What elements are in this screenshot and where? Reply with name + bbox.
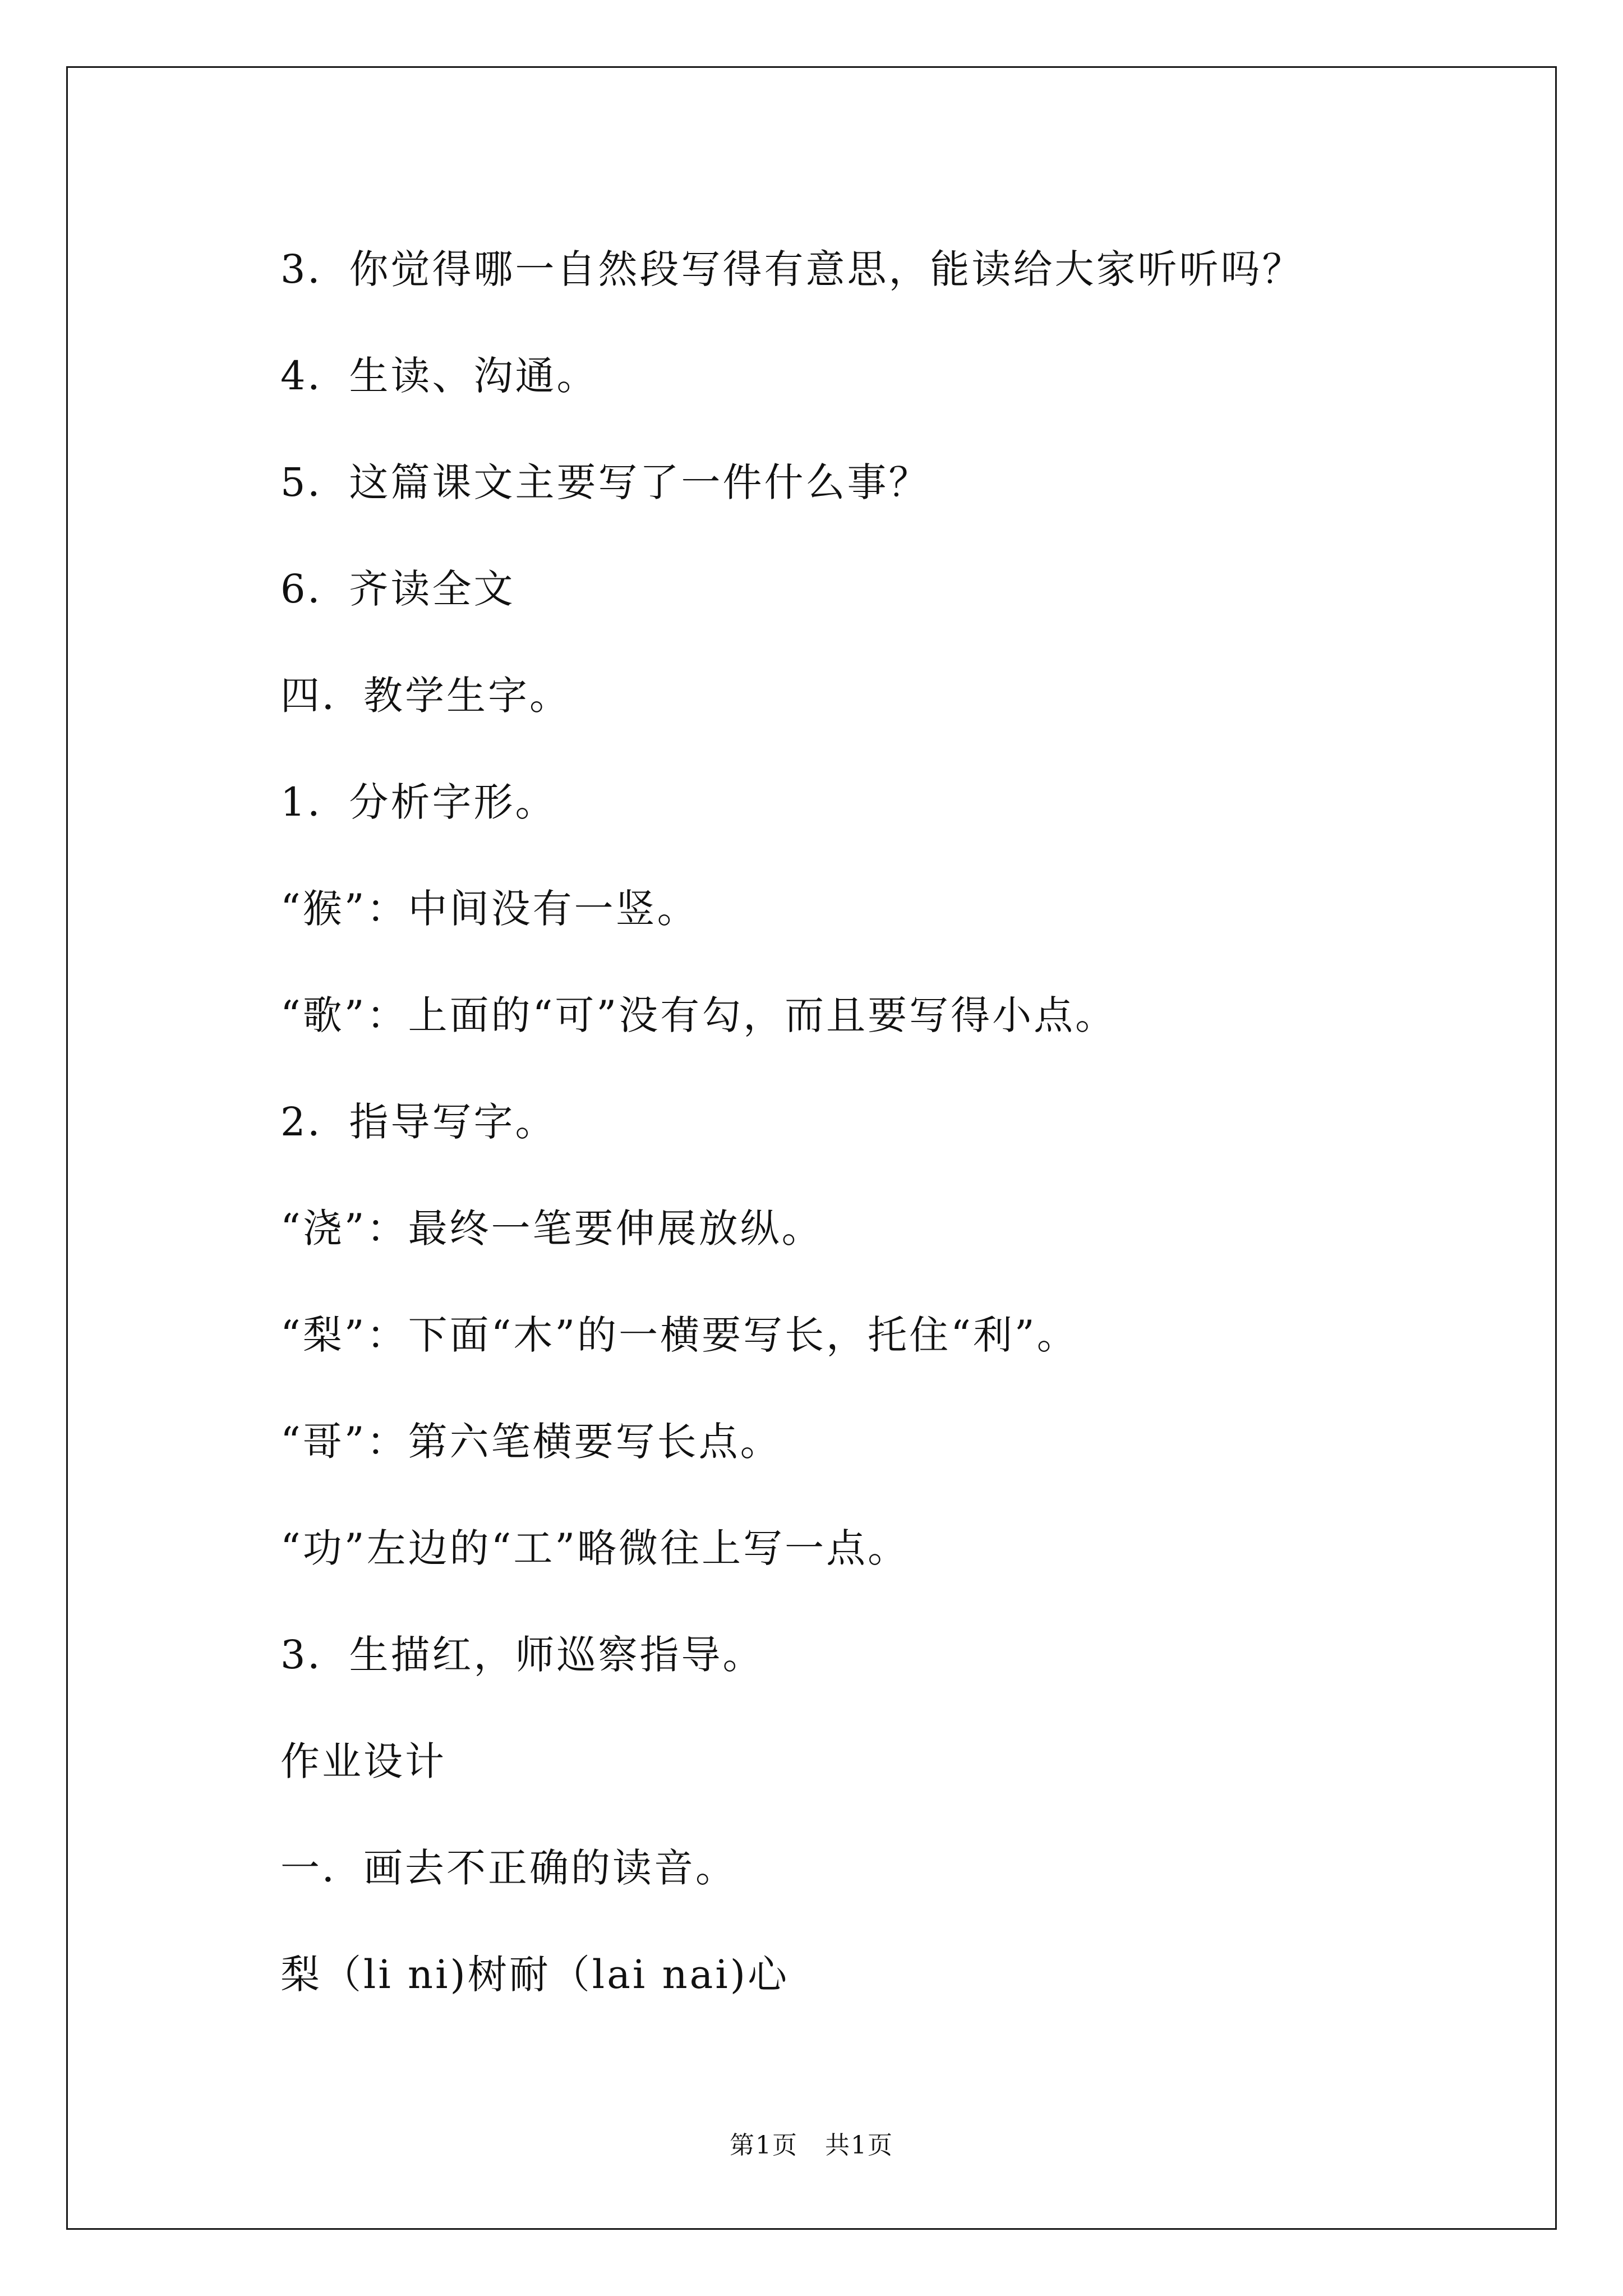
page-number-current: 第1页 [730, 2131, 798, 2160]
text-line: “猴”：中间没有一竖。 [280, 886, 699, 932]
page-footer [0, 2129, 1623, 2162]
page-number-total: 共1页 [825, 2131, 893, 2160]
text-line: 3．生描红，师巡察指导。 [280, 1632, 764, 1678]
text-line: 6．齐读全文 [280, 566, 515, 612]
text-line: “哥”：第六笔横要写长点。 [280, 1419, 782, 1465]
section-heading: 四．教学生字。 [280, 673, 571, 719]
text-line: “浇”：最终一笔要伸展放纵。 [280, 1205, 823, 1251]
document-body [280, 216, 1458, 2028]
text-line: “梨”：下面“木”的一横要写长，托住“利”。 [280, 1312, 1078, 1358]
text-line: 5．这篇课文主要写了一件什么事？ [280, 459, 930, 505]
section-heading: 作业设计 [280, 1738, 446, 1784]
text-line: “歌”：上面的“可”没有勾，而且要写得小点。 [280, 992, 1117, 1038]
text-line: “功”左边的“工”略微往上写一点。 [280, 1525, 910, 1571]
text-line: 3．你觉得哪一自然段写得有意思，能读给大家听听吗？ [280, 246, 1304, 292]
text-line: 梨（li ni)树耐（lai nai)心 [280, 1952, 790, 1998]
text-line: 1．分析字形。 [280, 779, 557, 825]
text-line: 一．画去不正确的读音。 [280, 1845, 737, 1891]
text-line: 2．指导写字。 [280, 1099, 557, 1145]
text-line: 4．生读、沟通。 [280, 353, 598, 399]
